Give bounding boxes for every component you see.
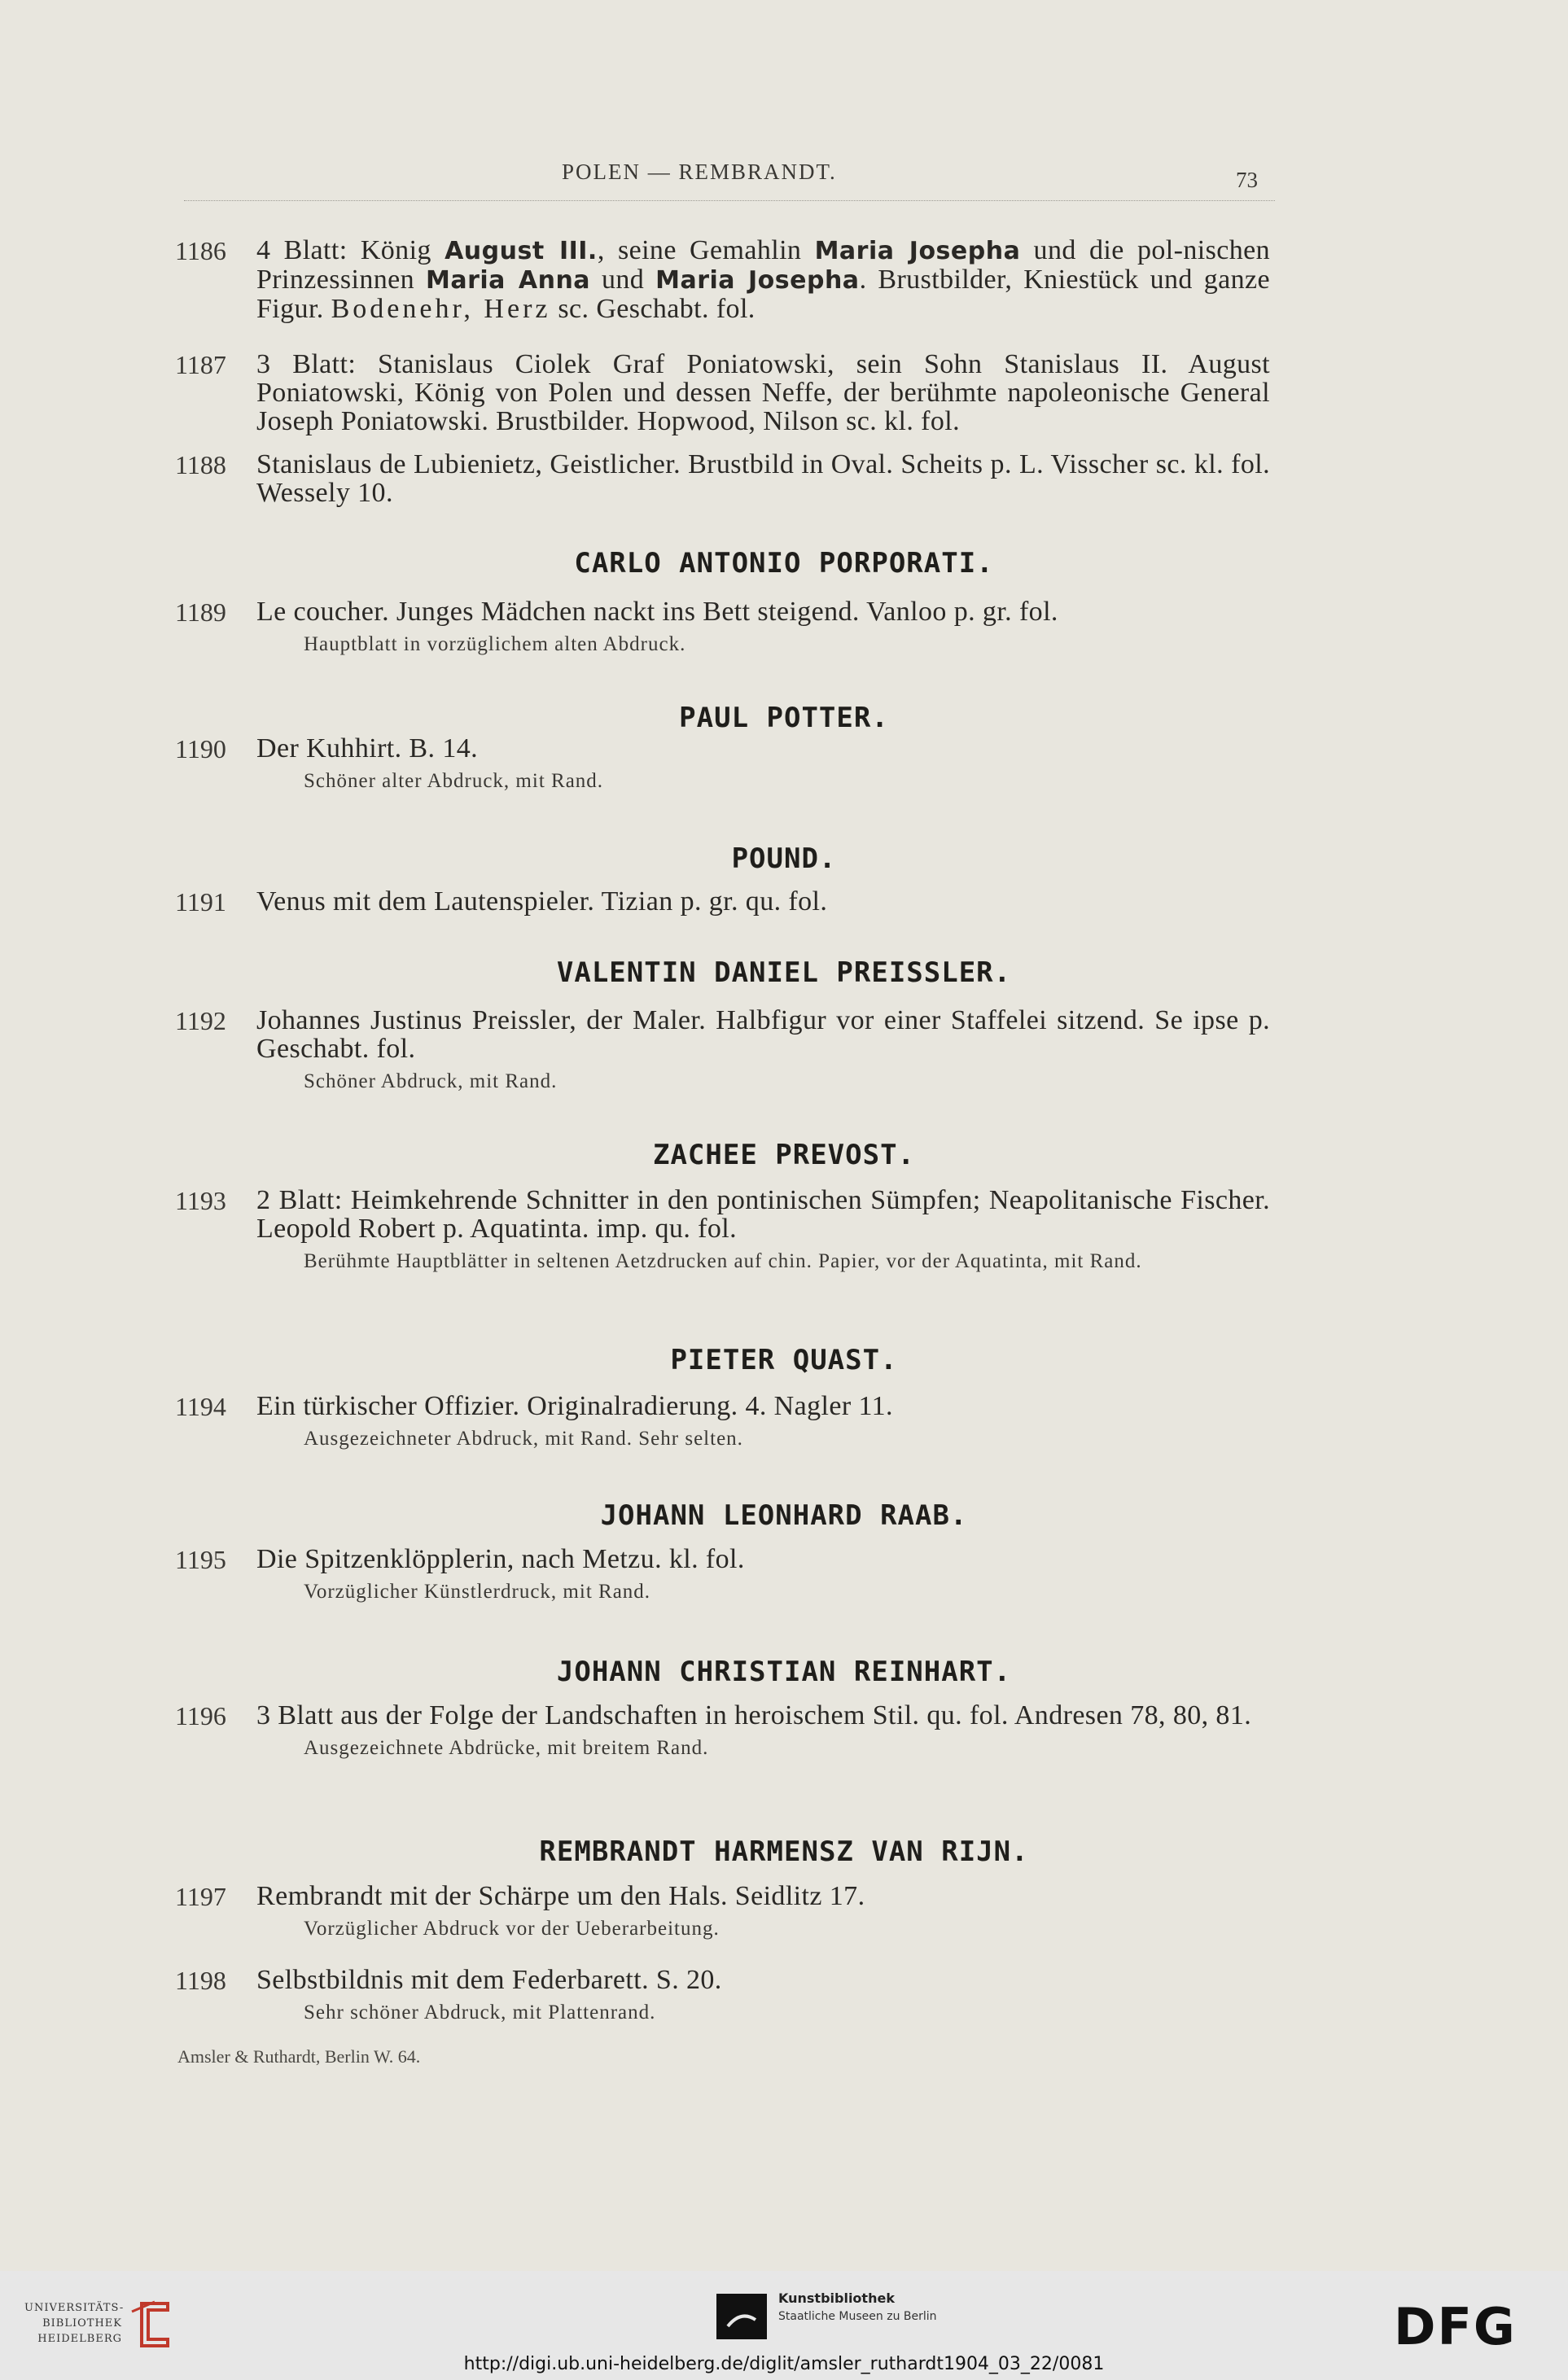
permalink-url[interactable]: http://digi.ub.uni-heidelberg.de/diglit/amsler_ruthardt1904_03_22/0081 (463, 2354, 1105, 2374)
catalog-entry (175, 887, 1270, 916)
entry-note: Hauptblatt in vorzüglichem alten Abdruck. (304, 633, 686, 655)
entry-text: Selbstbildnis mit dem Federbarett. S. 20. (256, 1965, 722, 1995)
entry-text (256, 236, 1270, 323)
entry-name-bold: Maria Anna (425, 266, 591, 295)
entry-text-part: 4 Blatt: König (256, 235, 445, 265)
kunstbibliothek-mark-icon (716, 2294, 767, 2339)
catalog-entry (175, 597, 1270, 658)
page-number: 73 (1236, 168, 1258, 192)
catalog-entry (175, 1966, 1270, 2026)
entry-note: Vorzüglicher Abdruck vor der Ueberarbeitung. (304, 1918, 720, 1940)
entry-number: 1196 (175, 1701, 226, 1730)
catalog-entry (175, 236, 1270, 323)
entry-text: Stanislaus de Lubienietz, Geistlicher. Brustbild in Oval. Scheits p. L. Visscher sc. kl. fol. Wessely 10. (256, 449, 1270, 508)
entry-number: 1198 (175, 1966, 226, 1995)
library-mark-icon (125, 2299, 176, 2351)
entry-text-part: , seine Gemahlin (597, 235, 815, 265)
entry-text-part: sc. Geschabt. fol. (550, 294, 756, 324)
entry-name-bold: August III. (445, 237, 598, 265)
catalog-entry (175, 1392, 1270, 1452)
entry-text: Die Spitzenklöpplerin, nach Metzu. kl. fol. (256, 1544, 745, 1574)
catalog-entry (175, 1006, 1270, 1095)
entry-text-part: . Brustbilder, Kniestück und ganze Figur. (256, 265, 1271, 324)
entry-note: Ausgezeichneter Abdruck, mit Rand. Sehr selten. (304, 1428, 743, 1450)
entry-text: Rembrandt mit der Schärpe um den Hals. Seidlitz 17. (256, 1881, 865, 1911)
entry-number: 1194 (175, 1392, 226, 1421)
entry-note: Schöner Abdruck, mit Rand. (304, 1070, 558, 1092)
artist-heading: POUND. (731, 842, 837, 875)
entry-text: Le coucher. Junges Mädchen nackt ins Bett steigend. Vanloo p. gr. fol. (256, 597, 1058, 627)
dfg-logo[interactable]: DFG (1394, 2297, 1517, 2356)
entry-number: 1192 (175, 1006, 226, 1035)
entry-text: Venus mit dem Lautenspieler. Tizian p. gr. qu. fol. (256, 886, 828, 917)
entry-number: 1193 (175, 1186, 226, 1215)
header-rule (184, 200, 1275, 201)
catalog-entry (175, 734, 1270, 794)
artist-heading: JOHANN CHRISTIAN REINHART. (556, 1656, 1012, 1688)
entry-note: Sehr schöner Abdruck, mit Plattenrand. (304, 2002, 656, 2023)
entry-number: 1197 (175, 1882, 226, 1911)
entry-note: Vorzüglicher Künstlerdruck, mit Rand. (304, 1581, 651, 1603)
catalog-entry (175, 450, 1270, 507)
artist-heading: VALENTIN DANIEL PREISSLER. (556, 956, 1012, 989)
printer-imprint: Amsler & Ruthardt, Berlin W. 64. (177, 2046, 421, 2067)
catalog-entry (175, 350, 1270, 435)
entry-name-bold: Maria Josepha (655, 266, 860, 295)
catalog-entry (175, 1186, 1270, 1275)
catalog-entry (175, 1545, 1270, 1605)
entry-text-part: und (590, 265, 656, 295)
logo-line: HEIDELBERG (37, 2333, 122, 2345)
entry-number: 1191 (175, 887, 226, 917)
entry-text: 3 Blatt: Stanislaus Ciolek Graf Poniatowski, sein Sohn Stanislaus II. August Poniatowski, König von Polen und dessen Neffe, der berühmte napoleonische General Joseph Poniatowski. Brustbilder. Hopwood, Nilson sc. kl. fol. (256, 349, 1270, 436)
entry-note: Ausgezeichnete Abdrücke, mit breitem Rand. (304, 1737, 709, 1759)
catalog-entry (175, 1701, 1270, 1761)
entry-text: Ein türkischer Offizier. Originalradierung. 4. Nagler 11. (256, 1391, 893, 1421)
entry-text: Der Kuhhirt. B. 14. (256, 733, 479, 763)
kunstbibliothek-subtitle: Staatliche Museen zu Berlin (778, 2310, 937, 2323)
entry-number: 1186 (175, 236, 226, 265)
logo-line: BIBLIOTHEK (42, 2317, 122, 2330)
artist-heading: JOHANN LEONHARD RAAB. (600, 1499, 968, 1532)
artist-heading: CARLO ANTONIO PORPORATI. (574, 547, 994, 580)
entry-number: 1195 (175, 1545, 226, 1574)
artist-heading: ZACHEE PREVOST. (652, 1139, 916, 1171)
artist-heading: REMBRANDT HARMENSZ VAN RIJN. (539, 1835, 1029, 1868)
entry-text: 3 Blatt aus der Folge der Landschaften in heroischem Stil. qu. fol. Andresen 78, 80, 81. (256, 1700, 1252, 1730)
logo-line: UNIVERSITÄTS- (24, 2302, 125, 2314)
catalog-entry (175, 1882, 1270, 1942)
running-head-title: POLEN — REMBRANDT. (562, 160, 837, 184)
entry-text: Johannes Justinus Preissler, der Maler. Halbfigur vor einer Staffelei sitzend. Se ipse p. Geschabt. fol. (256, 1005, 1270, 1064)
entry-note: Schöner alter Abdruck, mit Rand. (304, 770, 604, 792)
entry-text-part: und die pol-nischen Prinzessinnen (256, 235, 1270, 295)
university-library-name (24, 2300, 125, 2347)
entry-name-bold: Maria Josepha (814, 237, 1021, 265)
entry-artist-spaced: Bodenehr, Herz (331, 294, 551, 324)
entry-text: 2 Blatt: Heimkehrende Schnitter in den pontinischen Sümpfen; Neapolitanische Fischer. Leopold Robert p. Aquatinta. imp. qu. fol. (256, 1185, 1270, 1244)
artist-heading: PAUL POTTER. (679, 702, 889, 734)
kunstbibliothek-logo[interactable] (716, 2287, 961, 2344)
artist-heading: PIETER QUAST. (670, 1344, 898, 1376)
entry-note: Berühmte Hauptblätter in seltenen Aetzdrucken auf chin. Papier, vor der Aquatinta, mit Rand. (304, 1250, 1142, 1272)
heidelberg-library-logo[interactable] (24, 2295, 195, 2352)
kunstbibliothek-name: Kunstbibliothek (778, 2290, 895, 2306)
entry-number: 1188 (175, 450, 226, 479)
entry-number: 1190 (175, 734, 226, 763)
entry-number: 1187 (175, 350, 226, 379)
entry-number: 1189 (175, 597, 226, 627)
digitization-footer (0, 2271, 1568, 2380)
